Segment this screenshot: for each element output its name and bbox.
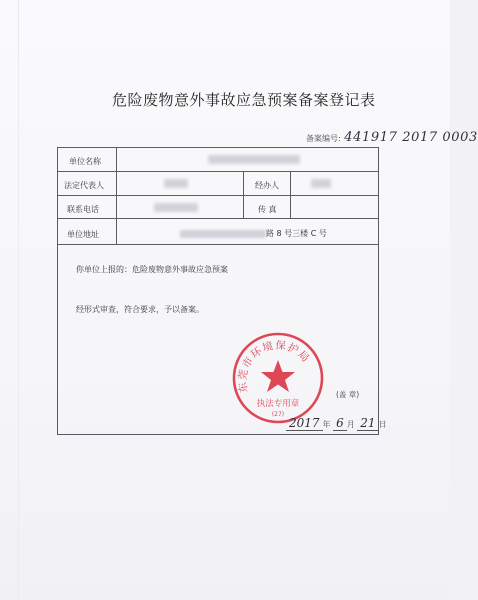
svg-text:东莞市环境保护局: 东莞市环境保护局: [236, 339, 313, 394]
address-label: 单位地址: [67, 230, 99, 239]
unit-name-redacted: [208, 155, 300, 164]
address-suffix: 路 8 号三楼 C 号: [266, 229, 327, 238]
column-divider: [290, 171, 291, 218]
row-divider: [58, 195, 378, 196]
date-line: [286, 416, 387, 431]
row-divider: [58, 218, 378, 219]
official-seal-stamp: [230, 330, 326, 426]
page-fold-line: [18, 0, 19, 600]
filing-number-value: 441917 2017 0003: [344, 130, 478, 145]
svg-text:执法专用章: 执法专用章: [256, 399, 300, 409]
document-title: 危险废物意外事故应急预案备案登记表: [112, 91, 376, 109]
filing-number: [306, 130, 478, 145]
fax-label: 传 真: [258, 205, 277, 214]
phone-label: 联系电话: [67, 205, 99, 214]
svg-text:(27): (27): [271, 411, 285, 418]
date-month-unit: 月: [346, 420, 355, 429]
address-value: [180, 228, 327, 239]
date-year: 2017: [289, 416, 320, 430]
registration-form-table: [57, 147, 379, 435]
legal-rep-redacted: [164, 179, 188, 188]
date-year-unit: 年: [322, 420, 331, 429]
row-divider: [58, 244, 378, 245]
column-divider: [116, 148, 117, 244]
declaration-line-2: 经形式审查，符合要求，予以备案。: [76, 305, 204, 314]
date-day: 21: [360, 416, 376, 430]
date-day-unit: 日: [378, 420, 387, 429]
row-divider: [58, 171, 378, 172]
declaration-line-1: 你单位上报的：危险废物意外事故应急预案: [76, 265, 228, 274]
phone-redacted: [154, 203, 198, 212]
handler-label: 经办人: [255, 181, 279, 190]
unit-name-label: 单位名称: [69, 157, 101, 166]
column-divider: [243, 171, 244, 218]
seal-label: (盖 章): [336, 390, 360, 399]
filing-number-label: 备案编号:: [306, 134, 341, 143]
handler-redacted: [311, 179, 331, 188]
address-redacted: [180, 230, 266, 238]
date-month: 6: [336, 416, 344, 430]
legal-rep-label: 法定代表人: [64, 181, 104, 190]
